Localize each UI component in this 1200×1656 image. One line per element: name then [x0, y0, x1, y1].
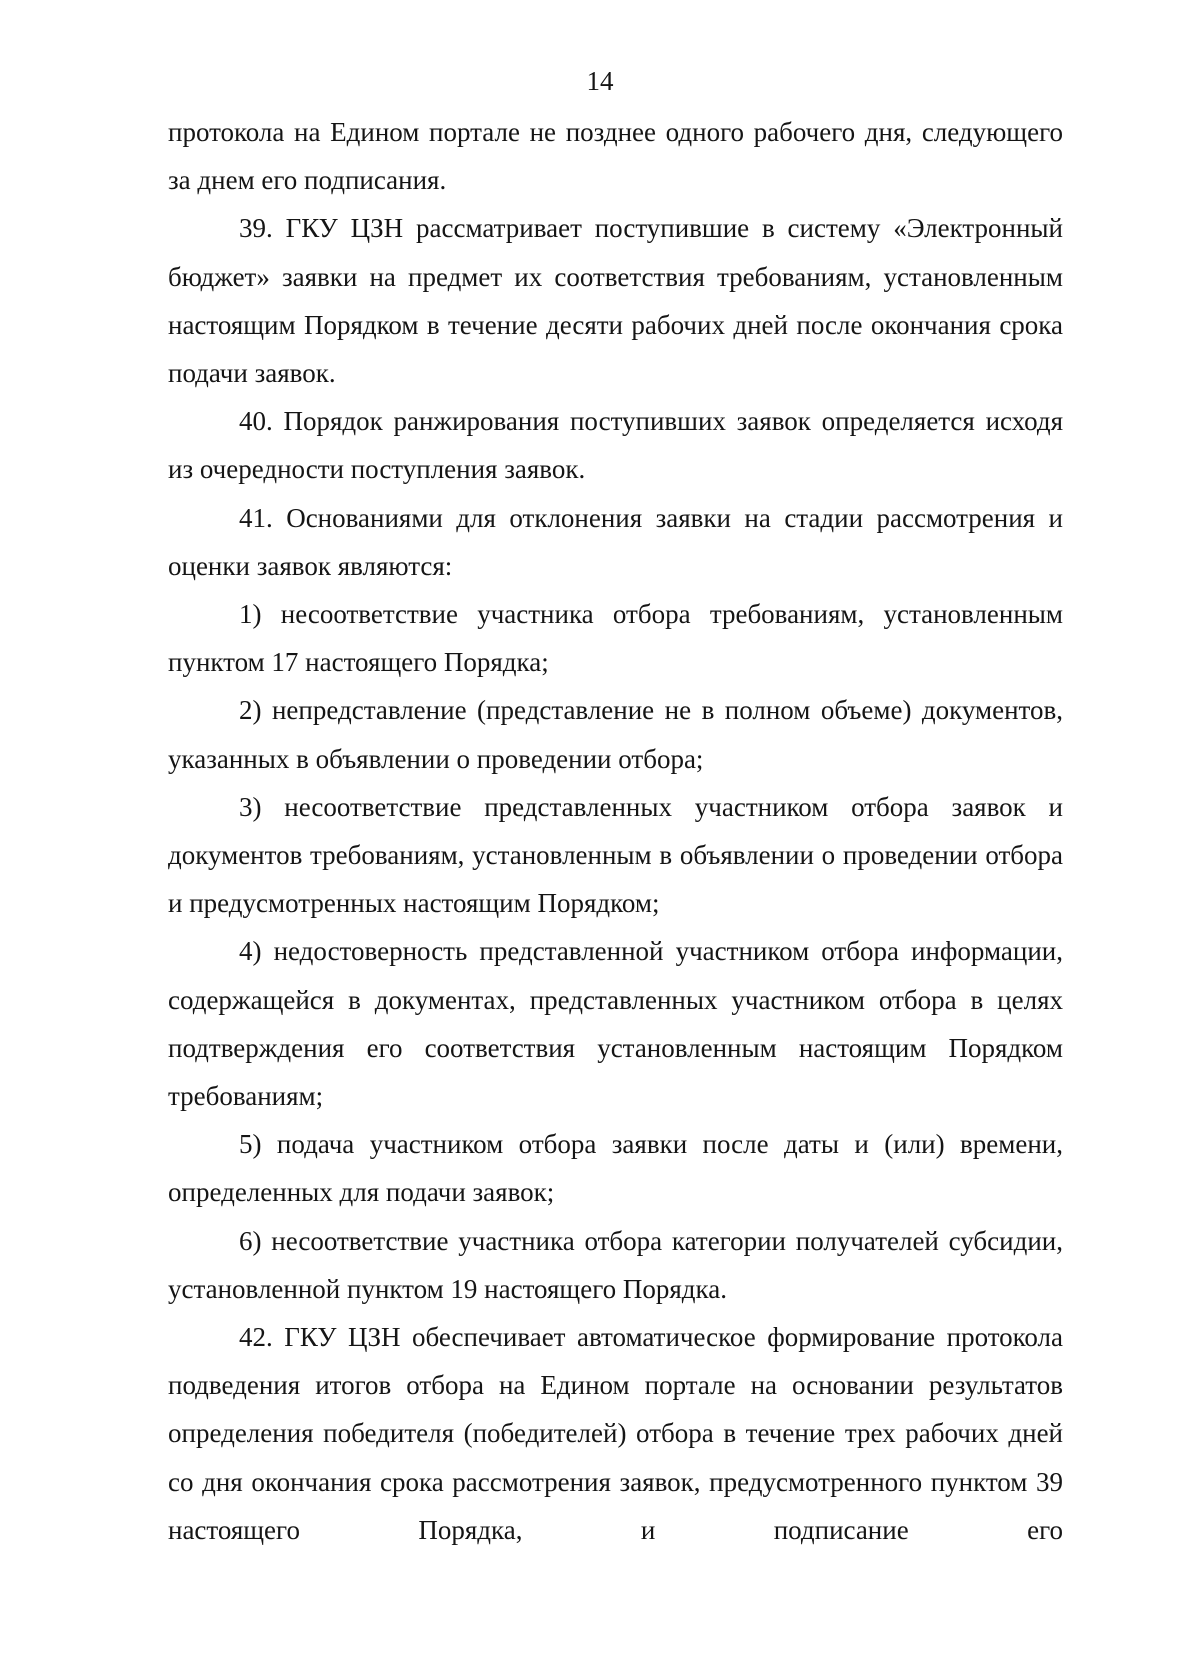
list-item-6: 6) несоответствие участника отбора категории получателей субсидии, установленной пунктом 19 настоящего Порядка.	[168, 1225, 1063, 1304]
paragraph-item-40: 40. Порядок ранжирования поступивших заявок определяется исходя из очередности поступления заявок.	[168, 406, 1063, 485]
page-number: 14	[586, 66, 614, 96]
list-item-3: 3) несоответствие представленных участником отбора заявок и документов требованиям, установленным в объявлении о проведении отбора и предусмотренных настоящим Порядком;	[168, 791, 1063, 919]
list-item-1: 1) несоответствие участника отбора требованиям, установленным пунктом 17 настоящего Порядка;	[168, 599, 1063, 678]
paragraph-continuation: протокола на Едином портале не позднее одного рабочего дня, следующего за днем его подписания.	[168, 117, 1063, 196]
list-item-2: 2) непредставление (представление не в полном объеме) документов, указанных в объявлении о проведении отбора;	[168, 695, 1063, 774]
paragraph-item-41: 41. Основаниями для отклонения заявки на стадии рассмотрения и оценки заявок являются:	[168, 502, 1063, 581]
paragraph-item-42: 42. ГКУ ЦЗН обеспечивает автоматическое формирование протокола подведения итогов отбора на Едином портале на основании результатов определения победителя (победителей) отбора в течение трех рабочих дней со дня окончания срока рассмотрения заявок, предусмотренного пунктом 39 настоящего Порядка, и подписание его	[168, 1322, 1063, 1545]
list-item-4: 4) недостоверность представленной участником отбора информации, содержащейся в документах, представленных участником отбора в целях подтверждения его соответствия установленным настоящим Порядком требованиям;	[168, 936, 1063, 1112]
paragraph-item-39: 39. ГКУ ЦЗН рассматривает поступившие в систему «Электронный бюджет» заявки на предмет их соответствия требованиям, установленным настоящим Порядком в течение десяти рабочих дней после окончания срока подачи заявок.	[168, 213, 1063, 389]
list-item-5: 5) подача участником отбора заявки после даты и (или) времени, определенных для подачи заявок;	[168, 1129, 1063, 1208]
document-body	[168, 108, 1063, 1554]
